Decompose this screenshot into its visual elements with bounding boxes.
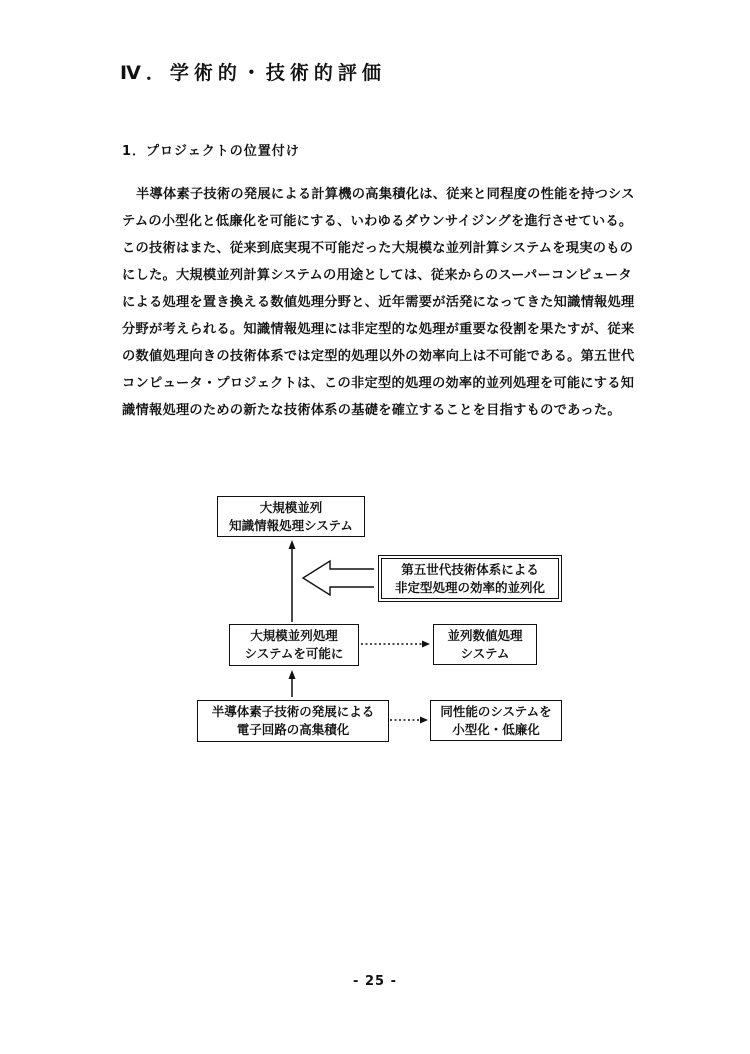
body-line: 識情報処理のための新たな技術体系の基礎を確立することを目指すものであった。 — [122, 403, 621, 418]
chapter-title: Ⅳ．学術的・技術的評価 — [120, 62, 386, 84]
box-label: 同性能のシステムを — [440, 704, 552, 719]
body-line: テムの小型化と低廉化を可能にする、いわゆるダウンサイジングを進行させている。 — [122, 214, 633, 229]
body-line: の数値処理向きの技術体系では定型的処理以外の効率向上は不可能である。第五世代 — [122, 349, 635, 364]
box-enable-parallel-system — [229, 624, 359, 666]
box-label: 大規模並列 — [259, 500, 323, 515]
body-line: この技術はまた、従来到底実現不可能だった大規模な並列計算システムを現実のもの — [122, 241, 634, 256]
box-label: 小型化・低廉化 — [452, 722, 540, 737]
arrowhead-right-icon — [422, 641, 430, 648]
body-line: にした。大規模並列計算システムの用途としては、従来からのスーパーコンピュータ — [122, 268, 632, 283]
hollow-arrow-icon — [303, 561, 374, 595]
box-downsizing — [430, 700, 562, 741]
arrowhead-up-icon — [289, 540, 296, 549]
box-label: システム — [460, 646, 510, 661]
box-label: 知識情報処理システム — [229, 518, 353, 533]
box-label: 並列数値処理 — [447, 628, 523, 643]
box-label: システムを可能に — [244, 646, 344, 661]
body-line: による処理を置き換える数値処理分野と、近年需要が活発になってきた知識情報処理 — [122, 295, 635, 310]
box-label: 第五世代技術体系による — [401, 562, 539, 577]
box-label: 電子回路の高集積化 — [236, 722, 350, 737]
box-fgcs-technology — [381, 558, 559, 599]
box-parallel-numeric-system — [433, 624, 537, 665]
box-semiconductor-integration — [197, 700, 389, 742]
box-label: 大規模並列処理 — [250, 628, 338, 643]
box-label: 半導体素子技術の発展による — [211, 704, 375, 719]
section-title: 1．プロジェクトの位置付け — [122, 144, 300, 159]
body-line: コンピュータ・プロジェクトは、この非定型的処理の効率的並列処理を可能にする知 — [122, 376, 635, 391]
body-line: 半導体素子技術の発展による計算機の高集積化は、従来と同程度の性能を持つシス — [136, 187, 635, 202]
box-label: 非定型処理の効率的並列化 — [394, 580, 545, 595]
body-line: 分野が考えられる。知識情報処理には非定型的な処理が重要な役割を果たすが、従来 — [122, 322, 635, 337]
arrowhead-up-icon — [289, 670, 296, 679]
box-parallel-knowledge-system — [217, 496, 365, 537]
page-number: - 25 - — [353, 974, 397, 989]
arrowhead-right-icon — [420, 717, 428, 724]
